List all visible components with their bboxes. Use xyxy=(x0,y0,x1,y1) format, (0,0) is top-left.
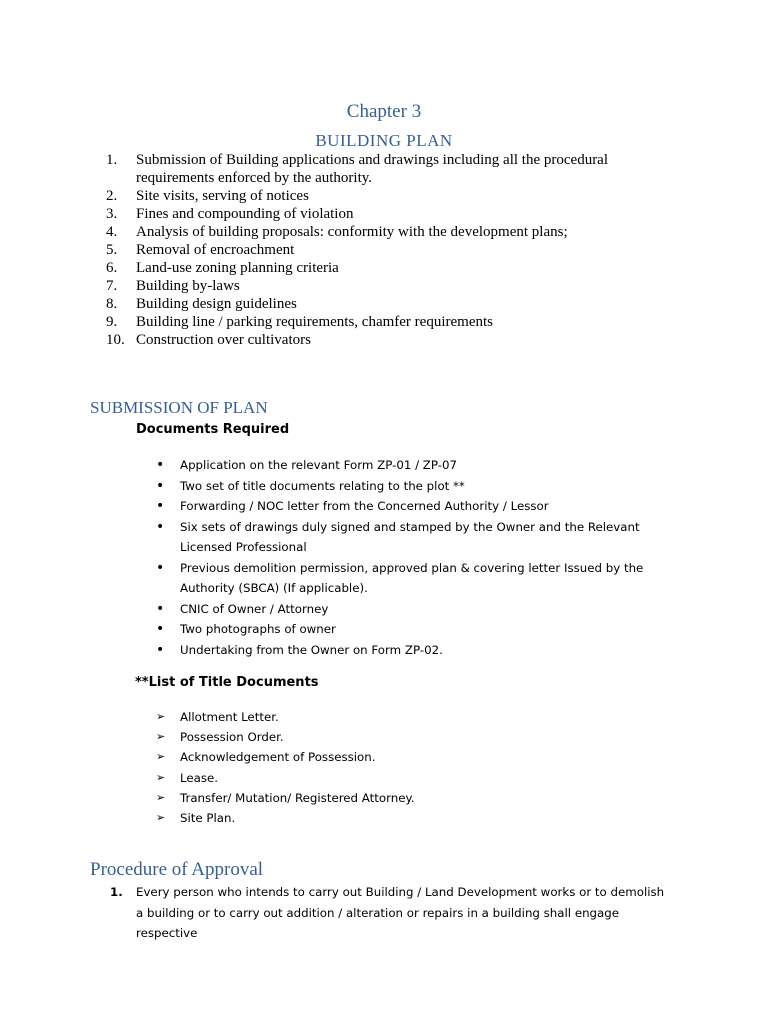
list-item-text: Lease. xyxy=(180,770,219,785)
list-item xyxy=(150,558,690,599)
list-item-text: Building line / parking requirements, chamfer requirements xyxy=(136,314,493,330)
bullet-icon: • xyxy=(156,641,165,658)
list-item-text: CNIC of Owner / Attorney xyxy=(180,601,329,616)
list-number: 3. xyxy=(106,206,118,222)
arrow-bullet-icon: ➢ xyxy=(156,730,166,744)
list-item-text: Transfer/ Mutation/ Registered Attorney. xyxy=(180,790,415,805)
arrow-bullet-icon: ➢ xyxy=(156,710,166,723)
list-item xyxy=(106,277,666,295)
list-number: 6. xyxy=(106,260,118,276)
title-documents-heading: **List of Title Documents xyxy=(135,675,319,690)
list-item xyxy=(106,187,666,205)
list-number: 2. xyxy=(106,188,118,204)
list-item-text: Analysis of building proposals: conformity with the development plans; xyxy=(136,224,568,240)
list-item-text: Previous demolition permission, approved plan & covering letter Issued by the Authority (SBCA) (If applicable). xyxy=(180,560,644,595)
list-item xyxy=(106,295,666,313)
bullet-icon: • xyxy=(156,518,165,535)
list-item-text: Possession Order. xyxy=(180,730,284,745)
list-item-text: Application on the relevant Form ZP-01 / ZP-07 xyxy=(180,458,458,472)
list-item-text: Forwarding / NOC letter from the Concerned Authority / Lessor xyxy=(180,499,549,513)
list-item xyxy=(156,727,556,747)
list-item xyxy=(156,808,556,828)
bullet-icon: • xyxy=(156,477,165,494)
bullet-icon: • xyxy=(156,498,165,514)
list-item-text: Undertaking from the Owner on Form ZP-02. xyxy=(180,642,443,657)
list-item xyxy=(106,259,666,277)
list-item xyxy=(150,517,690,558)
list-item xyxy=(110,882,670,944)
list-item-text: Allotment Letter. xyxy=(180,710,279,724)
bullet-icon: • xyxy=(156,621,165,637)
list-item xyxy=(106,241,666,259)
list-item-text: Six sets of drawings duly signed and stamped by the Owner and the Relevant Licensed Professional xyxy=(180,519,640,554)
list-item-text: Land-use zoning planning criteria xyxy=(136,260,339,276)
list-item xyxy=(150,599,690,620)
chapter-topic-list xyxy=(106,151,666,349)
list-number: 4. xyxy=(106,224,118,240)
list-item-text: Submission of Building applications and drawings including all the procedural requirements enforced by the authority. xyxy=(136,152,609,186)
list-item-text: Building by-laws xyxy=(136,278,240,294)
list-number: 10. xyxy=(106,332,125,348)
list-item-text: Construction over cultivators xyxy=(136,332,311,348)
list-item xyxy=(106,205,666,223)
list-item-text: Every person who intends to carry out Building / Land Development works or to demolish a building or to carry out addition / alteration or repairs in a building shall engage respective xyxy=(136,885,665,940)
list-item xyxy=(106,313,666,331)
list-number: 8. xyxy=(106,296,118,312)
list-item xyxy=(150,496,690,517)
list-item xyxy=(150,619,690,640)
procedure-list xyxy=(110,882,670,944)
list-item-text: Site visits, serving of notices xyxy=(136,188,309,204)
arrow-bullet-icon: ➢ xyxy=(156,811,166,825)
list-item xyxy=(106,223,666,241)
list-item-text: Acknowledgement of Possession. xyxy=(180,750,376,765)
list-item xyxy=(156,707,556,727)
list-item-text: Two photographs of owner xyxy=(180,622,336,636)
building-plan-title: BUILDING PLAN xyxy=(315,131,453,150)
bullet-icon: • xyxy=(156,600,165,617)
documents-required-heading: Documents Required xyxy=(136,422,290,437)
list-item xyxy=(156,788,556,808)
list-item-text: Two set of title documents relating to the plot ** xyxy=(180,478,465,493)
list-number: 5. xyxy=(106,242,118,258)
list-item xyxy=(156,768,556,788)
list-item xyxy=(150,455,690,476)
list-item xyxy=(156,747,556,767)
chapter-title: Chapter 3 xyxy=(346,101,422,122)
title-documents-list xyxy=(156,707,556,828)
list-number: 7. xyxy=(106,278,118,294)
procedure-heading: Procedure of Approval xyxy=(90,859,264,880)
list-item-text: Fines and compounding of violation xyxy=(136,206,354,222)
arrow-bullet-icon: ➢ xyxy=(156,770,166,784)
documents-required-list xyxy=(150,455,690,660)
list-item-text: Building design guidelines xyxy=(136,296,297,312)
arrow-bullet-icon: ➢ xyxy=(156,750,166,764)
list-item-text: Removal of encroachment xyxy=(136,242,295,258)
list-item-text: Site Plan. xyxy=(180,811,236,826)
list-number: 9. xyxy=(106,314,118,330)
list-item xyxy=(150,640,690,661)
bullet-icon: • xyxy=(156,457,165,473)
list-number: 1. xyxy=(106,152,118,168)
list-item xyxy=(150,476,690,497)
arrow-bullet-icon: ➢ xyxy=(156,790,166,804)
list-item xyxy=(106,331,666,349)
bullet-icon: • xyxy=(156,559,165,576)
submission-heading: SUBMISSION OF PLAN xyxy=(90,398,268,417)
list-number: 1. xyxy=(110,885,123,899)
list-item xyxy=(106,151,666,187)
